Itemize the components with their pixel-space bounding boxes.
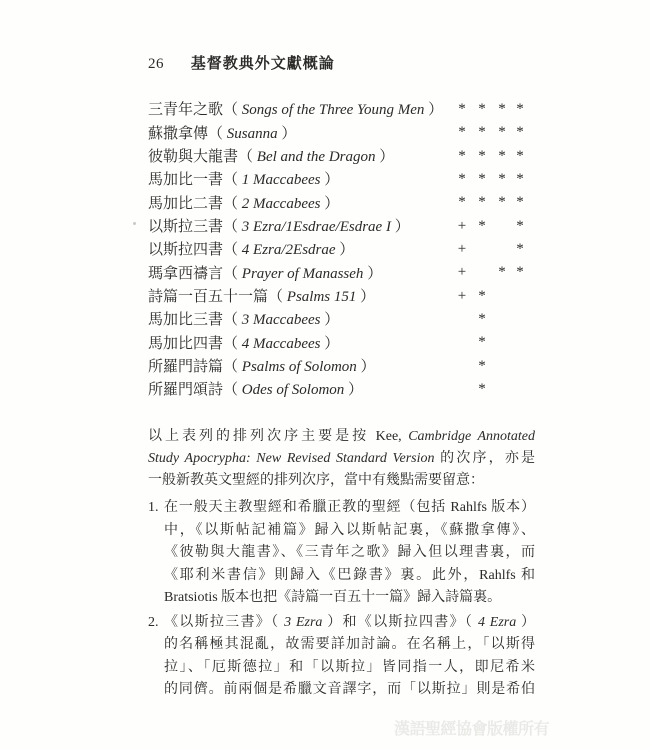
canon-mark-cell: *	[498, 147, 506, 164]
paren-open: （	[223, 218, 242, 235]
book-name-en: Susanna	[226, 125, 278, 142]
text-line	[164, 612, 535, 635]
text-segment: 的次序，亦是	[434, 451, 536, 466]
book-name-en: Prayer of Manasseh	[241, 265, 364, 282]
canon-mark-cell	[452, 307, 472, 330]
paren-close: ）	[320, 312, 340, 329]
list-row	[148, 120, 538, 143]
book-name-en: Bel and the Dragon	[256, 148, 376, 165]
canon-mark-cell: *	[516, 147, 524, 164]
text-segment: 《以斯拉三書》（	[164, 614, 285, 630]
text-line	[148, 448, 535, 470]
book-name-cn: 所羅門頌詩	[148, 382, 224, 399]
canon-mark-cell: +	[457, 287, 467, 304]
paren-open: （	[238, 148, 257, 165]
list-row	[148, 307, 538, 330]
paren-close: ）	[424, 102, 444, 119]
text-line	[148, 426, 535, 448]
paren-open: （	[223, 195, 242, 212]
canon-mark-cell	[492, 377, 512, 400]
canon-marks	[148, 237, 538, 260]
paren-close: ）	[356, 288, 376, 305]
paren-open: （	[223, 312, 242, 329]
book-name-en: Odes of Solomon	[241, 382, 345, 399]
book-name-en: 1 Maccabees	[241, 172, 321, 189]
text-line	[164, 520, 535, 543]
paren-open: （	[223, 172, 242, 189]
canon-mark-cell: *	[516, 194, 524, 211]
text-line	[164, 679, 535, 702]
text-segment: 的名稱極其混亂，故需要詳加討論。在名稱上，「以斯得	[164, 637, 535, 652]
book-name-en: 3 Ezra/1Esdrae/Esdrae I	[241, 218, 391, 235]
canon-mark-cell: *	[478, 217, 486, 234]
book-name-cn: 馬加比二書	[148, 195, 224, 212]
apocrypha-book-list	[148, 97, 538, 400]
canon-mark-cell: *	[458, 101, 466, 117]
canon-mark-cell	[472, 260, 492, 283]
canon-mark-cell: *	[458, 171, 466, 188]
list-row	[148, 237, 538, 260]
canon-mark-cell: *	[478, 147, 486, 164]
canon-mark-cell: *	[498, 264, 506, 281]
book-name-cn: 馬加比三書	[148, 312, 224, 329]
canon-mark-cell	[510, 330, 530, 353]
list-row	[148, 284, 538, 307]
text-line	[164, 634, 535, 657]
canon-mark-cell	[452, 354, 472, 377]
canon-mark-cell: *	[516, 124, 524, 141]
book-name-cn: 瑪拿西禱言	[148, 265, 224, 282]
canon-mark-cell: *	[458, 124, 466, 141]
italic-text-segment: 3 Ezra	[284, 614, 323, 630]
canon-mark-cell: *	[498, 171, 506, 188]
canon-marks	[148, 167, 538, 190]
canon-marks	[148, 214, 538, 237]
list-row	[148, 354, 538, 377]
book-name-en: 4 Ezra/2Esdrae	[241, 242, 336, 259]
paren-open: （	[223, 335, 242, 352]
canon-mark-cell: *	[478, 194, 486, 211]
canon-mark-cell: *	[478, 334, 486, 351]
text-segment: 一般新教英文聖經的排列次序，當中有幾點需要留意：	[148, 473, 484, 488]
text-segment: 《彼勒與大龍書》、《三青年之歌》歸入但以理書裏，而	[164, 545, 535, 560]
list-row	[148, 190, 538, 213]
numbered-items	[148, 497, 535, 702]
intro-paragraph	[148, 426, 535, 492]
text-line	[148, 470, 535, 492]
copyright-watermark: 漢語聖經協會版權所有	[394, 721, 550, 738]
book-name-cn: 彼勒與大龍書	[148, 148, 239, 165]
canon-mark-cell	[492, 354, 512, 377]
paren-open: （	[223, 265, 242, 282]
book-name-cn: 蘇撒拿傳	[148, 125, 209, 142]
book-name-en: 4 Maccabees	[241, 335, 321, 352]
canon-marks	[148, 260, 538, 283]
canon-mark-cell	[492, 237, 512, 260]
paren-close: ）	[375, 148, 395, 165]
list-row	[148, 167, 538, 190]
book-name-cn: 以斯拉三書	[148, 218, 224, 235]
book-name-cn: 以斯拉四書	[148, 242, 224, 259]
canon-marks	[148, 120, 538, 143]
book-name-cn: 馬加比一書	[148, 172, 224, 189]
canon-mark-cell: *	[516, 217, 524, 234]
list-row	[148, 214, 538, 237]
canon-mark-cell: *	[516, 241, 524, 258]
book-name-cn: 詩篇一百五十一篇	[148, 288, 269, 305]
paren-close: ）	[335, 242, 355, 259]
canon-mark-cell	[510, 284, 530, 307]
canon-mark-cell	[472, 237, 492, 260]
canon-mark-cell: *	[516, 264, 524, 281]
canon-marks	[148, 284, 538, 307]
text-segment: 《耶利米書信》則歸入《巴錄書》裏。此外，Rahlfs 和	[164, 567, 535, 583]
book-name-cn: 三青年之歌	[148, 102, 224, 119]
text-segment: ）	[516, 614, 536, 630]
list-row	[148, 377, 538, 400]
canon-mark-cell	[510, 377, 530, 400]
scan-artifact-dot	[133, 222, 136, 225]
canon-mark-cell: *	[478, 101, 486, 117]
canon-mark-cell	[510, 307, 530, 330]
list-row	[148, 330, 538, 353]
text-segment: 在一般天主教聖經和希臘正教的聖經（包括 Rahlfs 版本）	[164, 500, 535, 515]
canon-mark-cell: *	[478, 124, 486, 141]
paren-close: ）	[356, 358, 376, 375]
paren-close: ）	[320, 172, 340, 189]
canon-mark-cell	[510, 354, 530, 377]
canon-mark-cell	[492, 284, 512, 307]
paren-close: ）	[277, 125, 297, 142]
canon-mark-cell: *	[516, 101, 524, 117]
paren-close: ）	[320, 195, 340, 212]
canon-mark-cell	[452, 330, 472, 353]
paren-open: （	[208, 125, 227, 142]
numbered-item	[148, 497, 535, 610]
canon-mark-cell: *	[498, 194, 506, 211]
canon-mark-cell	[452, 377, 472, 400]
numbered-item	[148, 612, 535, 702]
canon-mark-cell	[492, 307, 512, 330]
canon-mark-cell: *	[478, 287, 486, 304]
canon-marks	[148, 190, 538, 213]
canon-marks	[148, 354, 538, 377]
text-segment: 中，《以斯帖記補篇》歸入以斯帖記裏，《蘇撒拿傳》、	[164, 522, 535, 538]
italic-text-segment: 4 Ezra	[477, 614, 517, 630]
canon-marks	[148, 330, 538, 353]
page-number: 26	[148, 56, 164, 72]
paren-open: （	[268, 288, 287, 305]
paren-open: （	[223, 382, 242, 399]
item-number: 2.	[148, 614, 159, 630]
book-name-cn: 馬加比四書	[148, 335, 224, 352]
canon-mark-cell: *	[458, 147, 466, 164]
list-row	[148, 144, 538, 167]
list-row	[148, 260, 538, 283]
text-segment: 以上表列的排列次序主要是按 Kee,	[148, 429, 409, 444]
canon-mark-cell: *	[478, 311, 486, 328]
canon-marks	[148, 144, 538, 167]
text-segment: 拉」、「厄斯德拉」和「以斯拉」皆同指一人，即尼希米	[164, 659, 535, 675]
canon-mark-cell: *	[458, 194, 466, 211]
list-row	[148, 97, 538, 120]
italic-text-segment: Cambridge Annotated	[408, 429, 535, 444]
text-line	[164, 497, 535, 520]
paren-close: ）	[320, 335, 340, 352]
text-line	[164, 565, 535, 588]
text-segment: ）和《以斯拉四書》（	[322, 614, 478, 630]
paren-open: （	[223, 242, 242, 259]
book-name-en: Songs of the Three Young Men	[241, 102, 425, 119]
paren-open: （	[223, 358, 242, 375]
canon-mark-cell: +	[457, 264, 467, 281]
body-text	[148, 426, 535, 702]
text-line	[164, 657, 535, 680]
canon-mark-cell: *	[478, 171, 486, 188]
paren-open: （	[223, 102, 242, 119]
canon-mark-cell: *	[498, 124, 506, 141]
canon-marks	[148, 97, 538, 120]
canon-mark-cell: +	[457, 217, 467, 234]
item-number: 1.	[148, 500, 159, 515]
text-line	[164, 587, 535, 610]
paren-close: ）	[344, 382, 364, 399]
canon-marks	[148, 307, 538, 330]
canon-marks	[148, 377, 538, 400]
canon-mark-cell: *	[516, 171, 524, 188]
running-book-title: 基督教典外文獻概論	[190, 56, 335, 72]
canon-mark-cell: *	[498, 101, 506, 117]
canon-mark-cell: *	[478, 381, 486, 398]
italic-text-segment: Study Apocrypha: New Revised Standard Version	[148, 451, 435, 466]
canon-mark-cell	[492, 214, 512, 237]
book-name-en: 3 Maccabees	[241, 312, 321, 329]
canon-mark-cell: +	[457, 241, 467, 258]
text-segment: Bratsiotis 版本也把《詩篇一百五十一篇》歸入詩篇裏。	[164, 590, 502, 605]
text-segment: 的同儕。前兩個是希臘文音譯字，而「以斯拉」則是希伯	[164, 682, 535, 697]
paren-close: ）	[363, 265, 383, 282]
book-name-en: Psalms 151	[286, 288, 357, 305]
book-name-en: Psalms of Solomon	[241, 358, 357, 375]
paren-close: ）	[390, 218, 410, 235]
book-name-en: 2 Maccabees	[241, 195, 321, 212]
book-name-cn: 所羅門詩篇	[148, 358, 224, 375]
canon-mark-cell	[492, 330, 512, 353]
canon-mark-cell: *	[478, 357, 486, 374]
page-header	[148, 55, 335, 73]
text-line	[164, 542, 535, 565]
